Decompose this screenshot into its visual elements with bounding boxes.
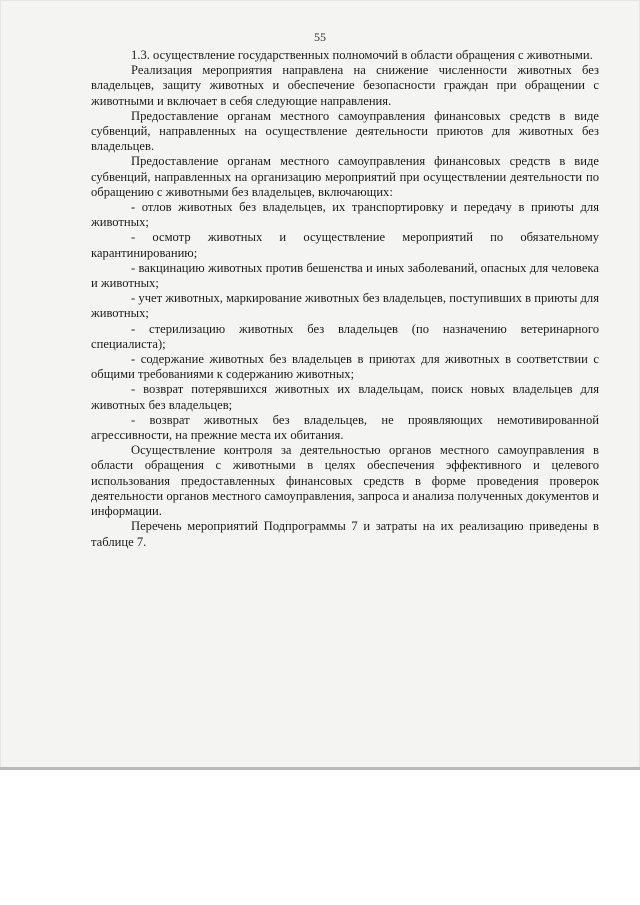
list-item: - вакцинацию животных против бешенства и иных заболеваний, опасных для человека и животных; bbox=[91, 260, 599, 291]
list-item: - возврат животных без владельцев, не проявляющих немотивированной агрессивности, на прежние места их обитания. bbox=[91, 412, 599, 443]
list-item: - учет животных, маркирование животных без владельцев, поступивших в приюты для животных; bbox=[91, 291, 599, 321]
document-body bbox=[91, 48, 599, 550]
list-item: - отлов животных без владельцев, их транспортировку и передачу в приюты для животных; bbox=[91, 200, 599, 230]
list-item: - содержание животных без владельцев в приютах для животных в соответствии с общими требованиями к содержанию животных; bbox=[91, 352, 599, 382]
list-item: - возврат потерявшихся животных их владельцам, поиск новых владельцев для животных без владельцев; bbox=[91, 382, 599, 412]
section-heading-1-3: 1.3. осуществление государственных полномочий в области обращения с животными. bbox=[131, 48, 593, 62]
paragraph-table-reference: Перечень мероприятий Подпрограммы 7 и затраты на их реализацию приведены в таблице 7. bbox=[91, 519, 599, 549]
list-item: - стерилизацию животных без владельцев (по назначению ветеринарного специалиста); bbox=[91, 321, 599, 351]
paragraph-control: Осуществление контроля за деятельностью органов местного самоуправления в области обращения с животными в целях обеспечения эффективного и целевого использования предоставленных финансовых средств в форме проведения проверок деятельности органов местного самоуправления, запроса и анализа полученных документов и информации. bbox=[91, 443, 599, 519]
page-number: 55 bbox=[314, 30, 326, 44]
list-item: - осмотр животных и осуществление мероприятий по обязательному карантинированию; bbox=[91, 230, 599, 260]
paragraph-subventions-measures: Предоставление органам местного самоуправления финансовых средств в виде субвенций, направленных на организацию мероприятий при осуществлении деятельности по обращению с животными без владельцев, включающих: bbox=[91, 154, 599, 199]
paragraph-measure-description: Реализация мероприятия направлена на снижение численности животных без владельцев, защиту животных и обеспечение безопасности граждан при обращении с животными и включает в себя следующие направления. bbox=[91, 63, 599, 108]
paragraph-subventions-shelters: Предоставление органам местного самоуправления финансовых средств в виде субвенций, направленных на осуществление деятельности приютов для животных без владельцев. bbox=[91, 108, 599, 154]
